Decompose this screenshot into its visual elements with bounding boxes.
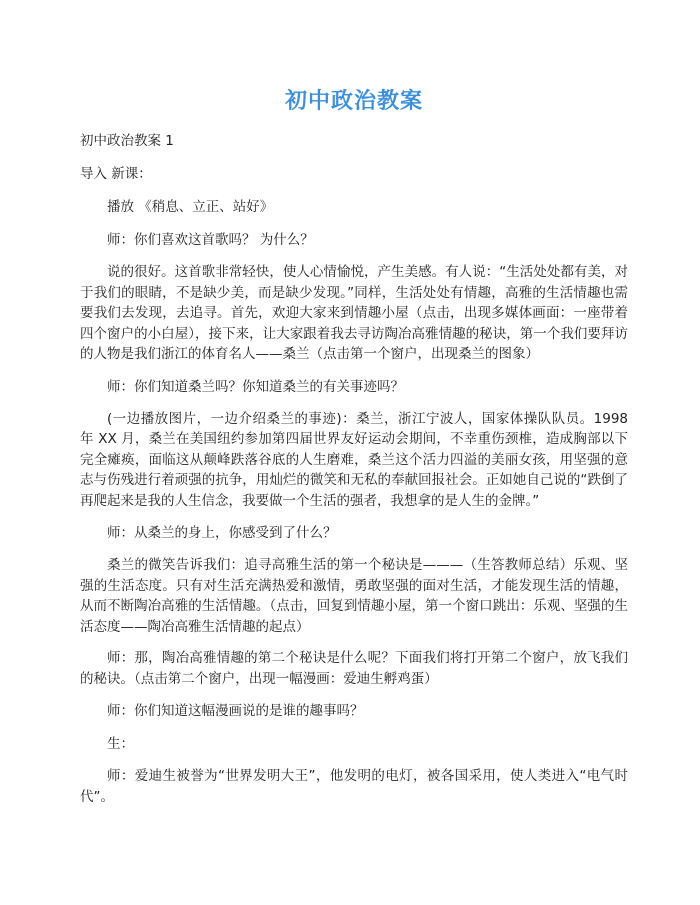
- document-subtitle: 初中政治教案 1: [80, 133, 174, 149]
- document-title: 初中政治教案: [284, 89, 423, 114]
- paragraph: 师：爱迪生被誉为“世界发明大王”，他发明的电灯，被各国采用，使人类进入“电气时代”。: [80, 768, 628, 805]
- paragraph: 师：你们知道桑兰吗？你知道桑兰的有关事迹吗？: [107, 378, 404, 395]
- paragraph: 师：你们喜欢这首歌吗？ 为什么？: [107, 232, 314, 248]
- paragraph: (一边播放图片，一边介绍桑兰的事迹)：桑兰，浙江宁波人，国家体操队队员。1998 年 XX 月，桑兰在美国纽约参加第四届世界友好运动会期间，不幸重伤颈椎，造成胸部以下完全瘫痪，面临这从颠峰跌落谷底的人生磨难，桑兰这个活力四溢的美丽女孩，用坚强的意志与伤残进行着顽强的抗争，用灿烂的微笑和无私的奉献回报社会。正如她自己说的“跌倒了再爬起来是我的人生信念，我要做一个生活的强者，我想拿的是人生的金牌。”: [80, 410, 628, 509]
- paragraph: 说的很好。这首歌非常轻快，使人心情愉悦，产生美感。有人说：“生活处处都有美，对于我们的眼睛，不是缺少美，而是缺少发现。”同样，生活处处有情趣，高雅的生活情趣也需要我们去发现，去追寻。首先，欢迎大家来到情趣小屋（点击，出现多媒体画面：一座带着四个窗户的小白屋），接下来，让大家跟着我去寻访陶冶高雅情趣的秘诀，第一个我们要拜访的人物是我们浙江的体育名人——桑兰（点击第一个窗户，出现桑兰的图象）: [80, 264, 628, 362]
- paragraph: 桑兰的微笑告诉我们：追寻高雅生活的第一个秘诀是———（生答教师总结）乐观、坚强的生活态度。只有对生活充满热爱和激情，勇敢坚强的面对生活，才能发现生活的情趣，从而不断陶冶高雅的生活情趣。（点击，回复到情趣小屋，第一个窗口跳出：乐观、坚强的生活态度——陶冶高雅生活情趣的起点）: [80, 557, 628, 635]
- lead-in-label: 导入 新课：: [80, 166, 152, 182]
- paragraph: 生：: [107, 736, 134, 752]
- paragraph: 播放 《稍息、立正、站好》: [107, 199, 274, 215]
- paragraph: 师：从桑兰的身上，你感受到了什么？: [107, 525, 337, 541]
- paragraph: 师：你们知道这幅漫画说的是谁的趣事吗？: [107, 703, 364, 719]
- paragraph: 师：那，陶冶高雅情趣的第二个秘诀是什么呢？下面我们将打开第二个窗户，放飞我们的秘诀。（点击第二个窗户，出现一幅漫画：爱迪生孵鸡蛋）: [80, 650, 628, 687]
